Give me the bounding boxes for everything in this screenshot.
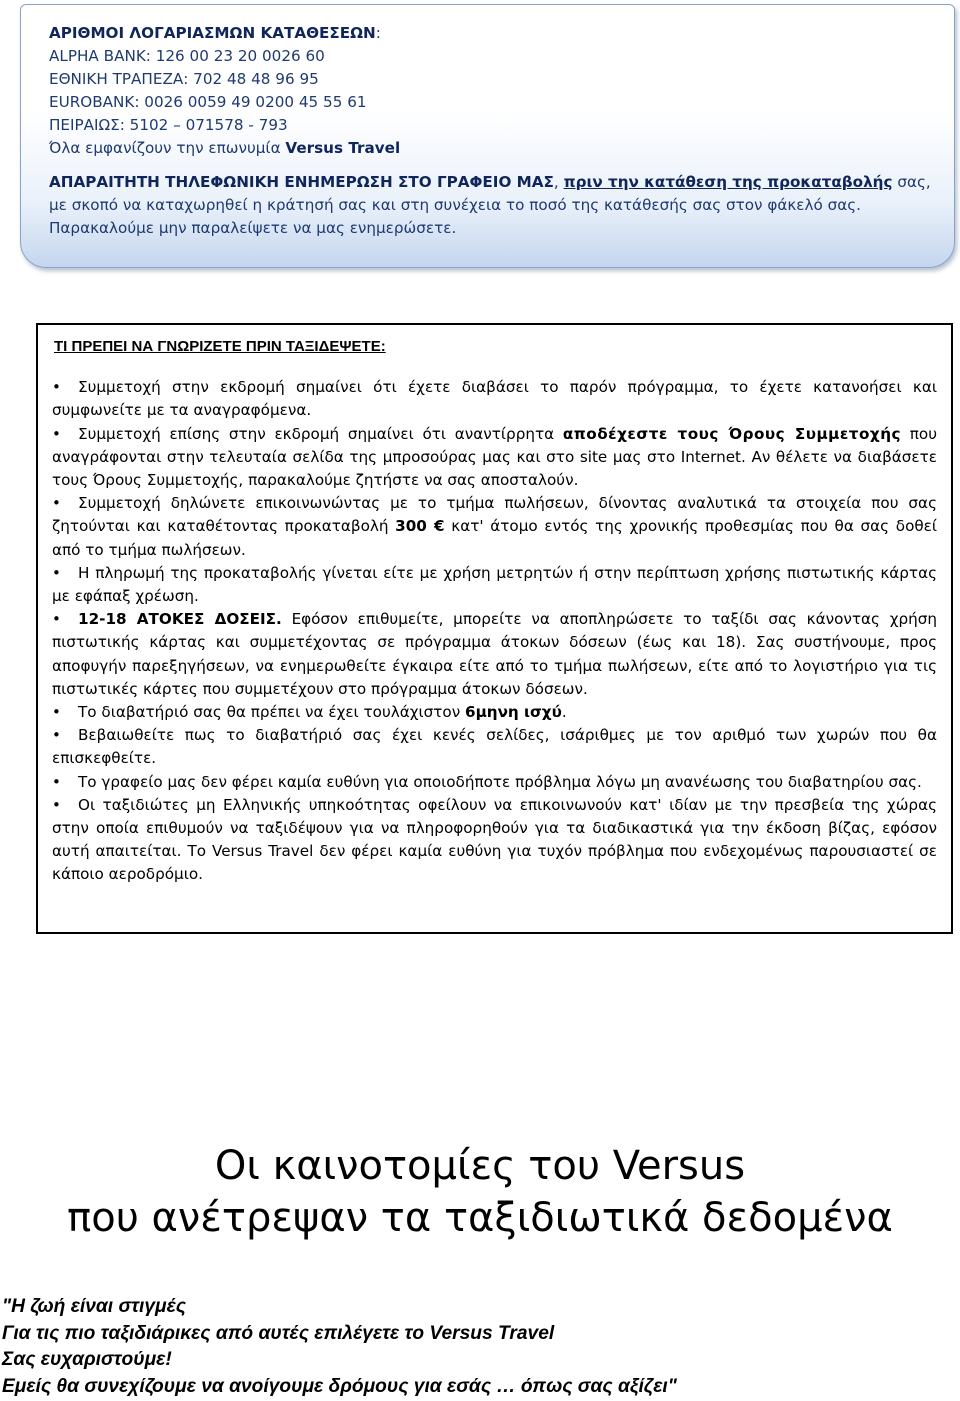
info-list	[52, 376, 937, 886]
account-alpha: ALPHA BANK: 126 00 23 20 0026 60	[49, 47, 325, 65]
phone-notice: ΑΠΑΡΑΙΤΗΤΗ ΤΗΛΕΦΩΝΙΚΗ ΕΝΗΜΕΡΩΣΗ ΣΤΟ ΓΡΑΦΕΙΟ ΜΑΣ, πριν την κατάθεση της προκαταβολής σας, με σκοπό να καταχωρηθεί η κράτησή σας και στη συνέχεια το ποσό της κατάθεσής σας στον φάκελό σας. Παρακαλούμε μην παραλείψετε να μας ενημερώσετε.	[49, 173, 931, 237]
account-peiraios: ΠΕΙΡΑΙΩΣ: 5102 – 071578 - 793	[49, 116, 288, 134]
bank-accounts-box	[20, 4, 955, 268]
list-item: • Συμμετοχή στην εκδρομή σημαίνει ότι έχετε διαβάσει το παρόν πρόγραμμα, το έχετε κατανοήσει και συμφωνείτε με τα αναγραφόμενα.	[52, 376, 937, 422]
travel-info-box	[36, 323, 953, 934]
bank-accounts-title: ΑΡΙΘΜΟΙ ΛΟΓΑΡΙΑΣΜΩΝ ΚΑΤΑΘΕΣΕΩΝ:	[49, 24, 381, 42]
list-item: • Βεβαιωθείτε πως το διαβατήριό σας έχει κενές σελίδες, ισάριθμες με τον αριθμό των χωρών που θα επισκεφθείτε.	[52, 724, 937, 770]
headline-line-1: Οι καινοτομίες του Versus	[214, 1143, 746, 1189]
list-item: • Το γραφείο μας δεν φέρει καμία ευθύνη για οποιοδήποτε πρόβλημα λόγω μη ανανέωσης του διαβατηρίου σας.	[52, 771, 937, 794]
list-item: • 12-18 ΑΤΟΚΕΣ ΔΟΣΕΙΣ. Εφόσον επιθυμείτε, μπορείτε να αποπληρώσετε το ταξίδι σας κάνοντας χρήση πιστωτικής κάρτας και συμμετέχοντας σε πρόγραμμα άτοκων δόσεων (έως και 18). Σας συστήνουμε, προς αποφυγήν παρεξηγήσεων, να ενημερωθείτε έγκαιρα είτε από το τμήμα πωλήσεων, είτε από το λογιστήριο για τις πιστωτικές κάρτες που συμμετέχουν στο πρόγραμμα άτοκων δόσεων.	[52, 608, 937, 701]
info-title: ΤΙ ΠΡΕΠΕΙ ΝΑ ΓΝΩΡΙΖΕΤΕ ΠΡΙΝ ΤΑΞΙΔΕΨΕΤΕ:	[54, 338, 386, 355]
quote-line-4: Εμείς θα συνεχίζουμε να ανοίγουμε δρόμους για εσάς … όπως σας αξίζει"	[2, 1375, 677, 1397]
quote-line-2: Για τις πιο ταξιδιάρικες από αυτές επιλέγετε το Versus Travel	[2, 1322, 555, 1344]
account-eurobank: EUROBANK: 0026 0059 49 0200 45 55 61	[49, 93, 367, 111]
headline-line-2: που ανέτρεψαν τα ταξιδιωτικά δεδομένα	[67, 1195, 893, 1241]
list-item: • Συμμετοχή δηλώνετε επικοινωνώντας με το τμήμα πωλήσεων, δίνοντας αναλυτικά τα στοιχεία που σας ζητούνται και καταθέτοντας προκαταβολή 300 € κατ' άτομο εντός της χρονικής προθεσμίας που θα σας δοθεί από το τμήμα πωλήσεων.	[52, 492, 937, 562]
account-name-note: Όλα εμφανίζουν την επωνυμία Versus Travel	[49, 139, 401, 157]
closing-quote	[2, 1294, 957, 1400]
page-headline	[0, 1140, 960, 1244]
list-item: • Η πληρωμή της προκαταβολής γίνεται είτε με χρήση μετρητών ή στην περίπτωση χρήσης πιστωτικής κάρτας με εφάπαξ χρέωση.	[52, 562, 937, 608]
account-ethniki: ΕΘΝΙΚΗ ΤΡΑΠΕΖΑ: 702 48 48 96 95	[49, 70, 319, 88]
quote-line-3: Σας ευχαριστούμε!	[2, 1349, 172, 1370]
list-item: • Το διαβατήριό σας θα πρέπει να έχει τουλάχιστον 6μηνη ισχύ.	[52, 701, 937, 724]
quote-line-1: "Η ζωή είναι στιγμές	[2, 1296, 186, 1317]
list-item: • Συμμετοχή επίσης στην εκδρομή σημαίνει ότι αναντίρρητα αποδέχεστε τους Όρους Συμμετοχής που αναγράφονται στην τελευταία σελίδα της μπροσούρας μας και στο site μας στο Internet. Αν θέλετε να διαβάσετε τους Όρους Συμμετοχής, παρακαλούμε ζητήστε να σας αποσταλούν.	[52, 423, 937, 493]
list-item: • Οι ταξιδιώτες μη Ελληνικής υπηκοότητας οφείλουν να επικοινωνούν κατ' ιδίαν με την πρεσβεία της χώρας στην οποία επιθυμούν να ταξιδέψουν για να πληροφορηθούν για τα διαδικαστικά για την έκδοση βίζας, εφόσον αυτή απαιτείται. Το Versus Travel δεν φέρει καμία ευθύνη για τυχόν πρόβλημα που ενδεχομένως παρουσιαστεί σε κάποιο αεροδρόμιο.	[52, 794, 937, 887]
